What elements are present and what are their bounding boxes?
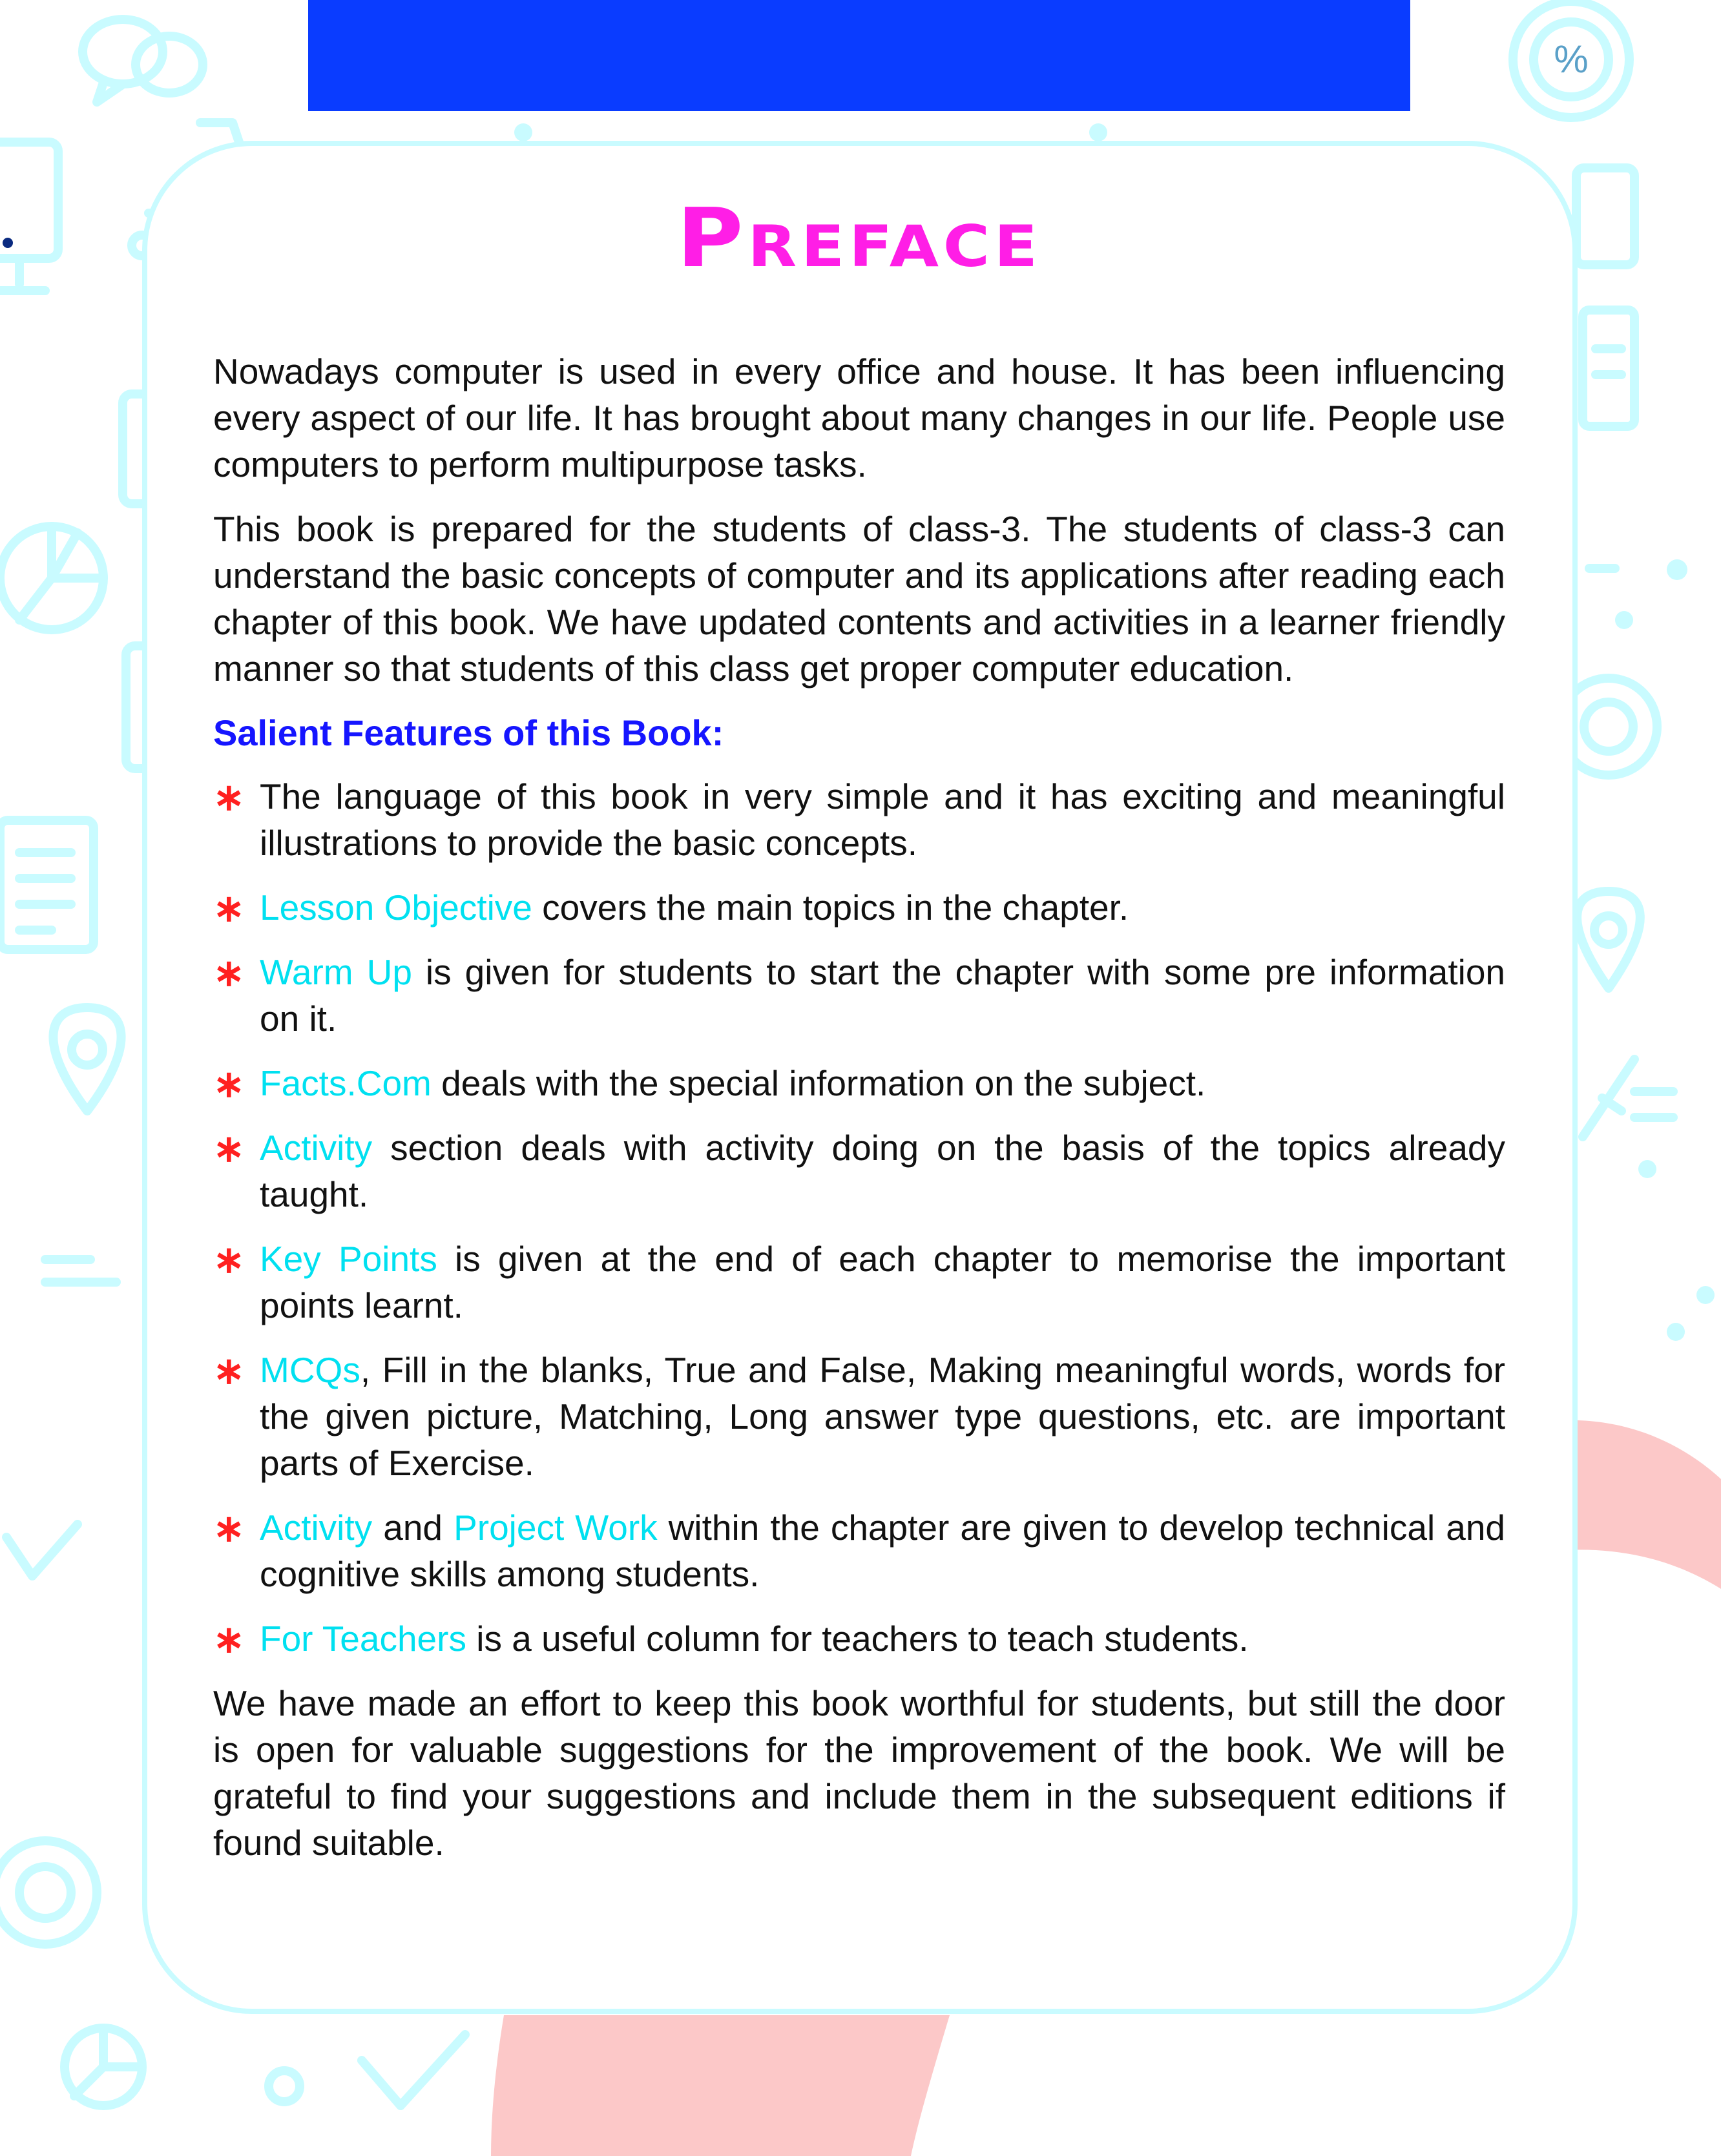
feature-text: and: [372, 1507, 454, 1548]
feature-text: is given at the end of each chapter to memorise the important points learnt.: [260, 1238, 1505, 1325]
asterisk-bullet-icon: ∗: [213, 887, 245, 929]
pink-blob: [491, 2015, 950, 2156]
feature-highlight: Project Work: [454, 1507, 658, 1548]
feature-highlight: Warm Up: [260, 951, 412, 992]
check-icon: [6, 1524, 78, 1576]
asterisk-bullet-icon: ∗: [213, 1062, 245, 1105]
top-blue-bar: [308, 0, 1410, 111]
dash-lines-icon: [45, 1259, 116, 1282]
feature-text: is a useful column for teachers to teach students.: [466, 1618, 1249, 1659]
asterisk-bullet-icon: ∗: [213, 776, 245, 818]
list-item: [213, 884, 1505, 931]
asterisk-bullet-icon: ∗: [213, 1349, 245, 1392]
asterisk-bullet-icon: ∗: [213, 1127, 245, 1170]
feature-highlight: Key Points: [260, 1238, 437, 1279]
gear-icon: [0, 1841, 97, 1944]
asterisk-bullet-icon: ∗: [213, 1507, 245, 1550]
features-heading: Salient Features of this Book:: [213, 712, 724, 753]
check-icon: [362, 2035, 465, 2106]
feature-text: section deals with activity doing on the basis of the topics already taught.: [260, 1127, 1505, 1214]
list-item: [213, 949, 1505, 1042]
location-pin-icon: [1577, 891, 1640, 988]
percent-symbol-text: %: [1554, 37, 1589, 81]
list-item: [213, 1347, 1505, 1486]
intro-paragraph: This book is prepared for the students of class-3. The students of class-3 can understand the basic concepts of computer and its applications after reading each chapter of this book. We have updated contents and activities in a learner friendly manner so that students of this class get proper computer education.: [213, 508, 1505, 689]
location-pin-icon: [53, 1008, 121, 1111]
list-item: [213, 1236, 1505, 1329]
features-list: [213, 773, 1505, 1662]
feature-text: within the chapter are given to develop technical and cognitive skills among students.: [260, 1507, 1506, 1594]
list-item: [213, 1060, 1505, 1106]
pencil-icon: [1583, 1059, 1673, 1137]
feature-highlight: For Teachers: [260, 1618, 466, 1659]
asterisk-bullet-icon: ∗: [213, 951, 245, 994]
feature-highlight: Facts.Com: [260, 1062, 432, 1103]
notepad-icon: [1583, 310, 1634, 426]
intro-paragraph: Nowadays computer is used in every office and house. It has been influencing every aspect of our life. It has brought about many changes in our life. People use computers to perform multipurpose tasks.: [213, 351, 1505, 484]
feature-text: , Fill in the blanks, True and False, Making meaningful words, words for the given picture, Matching, Long answer type questions, etc. are important parts of Exercise.: [260, 1349, 1505, 1483]
feature-text: is given for students to start the chapter with some pre information on it.: [260, 951, 1505, 1039]
feature-highlight: Lesson Objective: [260, 887, 532, 928]
feature-highlight: Activity: [260, 1507, 373, 1548]
page-title: Preface: [676, 191, 1042, 285]
feature-highlight: Activity: [260, 1127, 373, 1168]
list-item: [213, 1504, 1505, 1597]
small-circle-icon: [269, 2071, 300, 2102]
feature-text: The language of this book in very simple and it has exciting and meaningful illustrations to provide the basic concepts.: [260, 776, 1505, 863]
asterisk-bullet-icon: ∗: [213, 1618, 245, 1661]
margin-dot: [3, 238, 13, 248]
monitor-icon: [0, 142, 58, 291]
document-icon: [0, 820, 94, 949]
feature-highlight: MCQs: [260, 1349, 360, 1390]
preface-content: [213, 191, 1506, 1884]
list-item: [213, 1125, 1505, 1218]
asterisk-bullet-icon: ∗: [213, 1238, 245, 1281]
feature-text: deals with the special information on the subject.: [431, 1062, 1206, 1103]
feature-text: covers the main topics in the chapter.: [532, 887, 1129, 928]
list-item: [213, 1615, 1505, 1662]
pie-chart-icon: [65, 2028, 142, 2106]
book-icon: [1576, 168, 1634, 265]
pie-chart-icon: [0, 526, 103, 630]
list-item: [213, 773, 1505, 866]
closing-paragraph: We have made an effort to keep this book worthful for students, but still the door is open for valuable suggestions for the improvement of the book. We will be grateful to find your suggestions and include them in the subsequent editions if found suitable.: [213, 1683, 1505, 1863]
chat-bubbles-icon: [83, 19, 203, 102]
